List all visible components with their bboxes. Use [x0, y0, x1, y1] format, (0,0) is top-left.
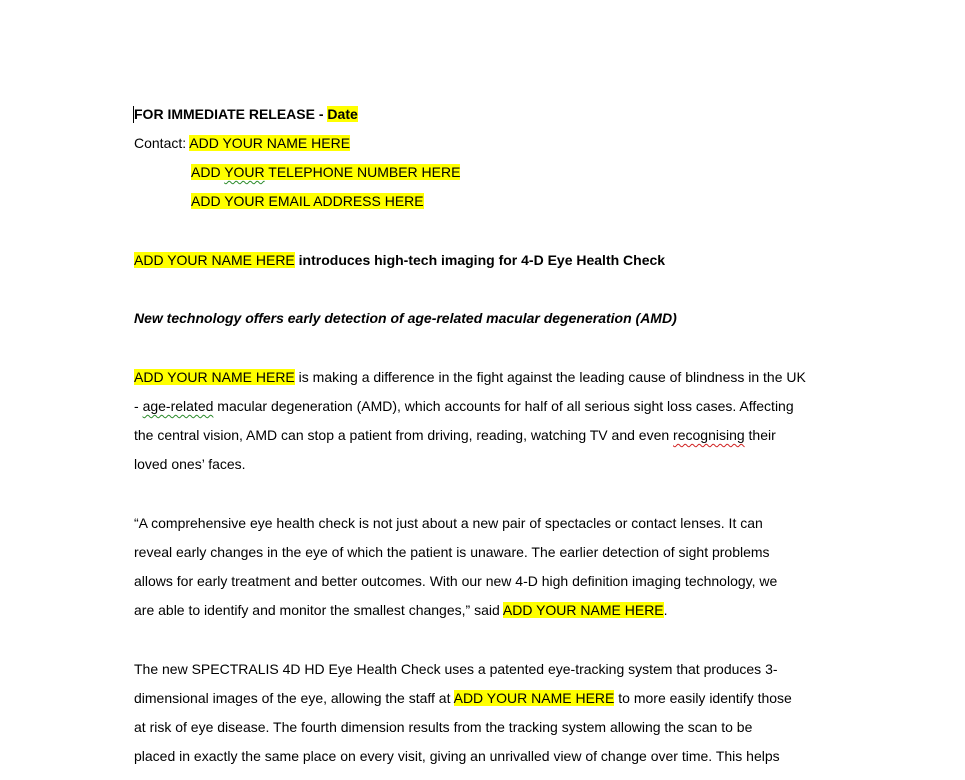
p2-text-4-end: .: [663, 602, 668, 618]
p2-line-4: [134, 601, 668, 619]
p3-text-2: dimensional images of the eye, allowing the staff at: [134, 690, 454, 706]
headline-text: introduces high-tech imaging for 4-D Eye Health Check: [294, 252, 666, 268]
p1-line-1: [134, 368, 806, 386]
p1-text-3c: their: [744, 427, 776, 443]
p3-text-2-end: to more easily identify those: [614, 690, 792, 706]
p3-name-placeholder[interactable]: ADD YOUR NAME HERE: [453, 690, 615, 706]
phone-pre: ADD: [191, 164, 225, 180]
phone-placeholder[interactable]: [191, 164, 460, 180]
p1-line-4: loved ones’ faces.: [134, 456, 246, 472]
email-placeholder[interactable]: ADD YOUR EMAIL ADDRESS HERE: [191, 193, 424, 209]
contact-name-placeholder[interactable]: ADD YOUR NAME HERE: [189, 135, 351, 151]
release-label: FOR IMMEDIATE RELEASE -: [134, 106, 328, 122]
p1-line-2: [134, 397, 794, 415]
contact-label: Contact:: [134, 135, 190, 151]
email-line: [191, 192, 424, 210]
p1-line-3: [134, 426, 776, 444]
phone-line: [191, 163, 460, 181]
p2-line-1: “A comprehensive eye health check is not just about a new pair of spectacles or contact lenses. It can: [134, 515, 763, 531]
p3-line-3: at risk of eye disease. The fourth dimension results from the tracking system allowing the scan to be: [134, 719, 753, 735]
phone-post: TELEPHONE NUMBER HERE: [264, 164, 461, 180]
p2-name-placeholder[interactable]: ADD YOUR NAME HERE: [502, 602, 664, 618]
p3-line-4: placed in exactly the same place on every visit, giving an unrivalled view of change over time. This helps: [134, 748, 780, 764]
p3-line-1: The new SPECTRALIS 4D HD Eye Health Check uses a patented eye-tracking system that produces 3-: [134, 661, 778, 677]
p1-text-2a: -: [134, 398, 143, 414]
spelling-flag-recognising[interactable]: recognising: [673, 427, 745, 443]
p2-line-3: allows for early treatment and better outcomes. With our new 4-D high definition imaging technology, we: [134, 573, 778, 589]
release-line: [134, 105, 358, 123]
p1-text-1: is making a difference in the fight against the leading cause of blindness in the UK: [294, 369, 806, 385]
date-placeholder[interactable]: Date: [327, 106, 358, 122]
p1-text-3a: the central vision, AMD can stop a patient from driving, reading, watching TV and even: [134, 427, 674, 443]
grammar-flag-age-related[interactable]: age-related: [142, 398, 214, 414]
headline-name-placeholder[interactable]: ADD YOUR NAME HERE: [134, 252, 295, 268]
p3-line-2: [134, 689, 792, 707]
p1-text-2c: macular degeneration (AMD), which accounts for half of all serious sight loss cases. Affecting: [213, 398, 794, 414]
p1-name-placeholder[interactable]: ADD YOUR NAME HERE: [134, 369, 295, 385]
headline: [134, 251, 665, 269]
grammar-flag-your[interactable]: YOUR: [224, 164, 265, 180]
contact-line: [134, 134, 350, 152]
p2-text-4: are able to identify and monitor the smallest changes,” said: [134, 602, 503, 618]
subheading: New technology offers early detection of age-related macular degeneration (AMD): [134, 310, 677, 326]
p2-line-2: reveal early changes in the eye of which the patient is unaware. The earlier detection of sight problems: [134, 544, 770, 560]
